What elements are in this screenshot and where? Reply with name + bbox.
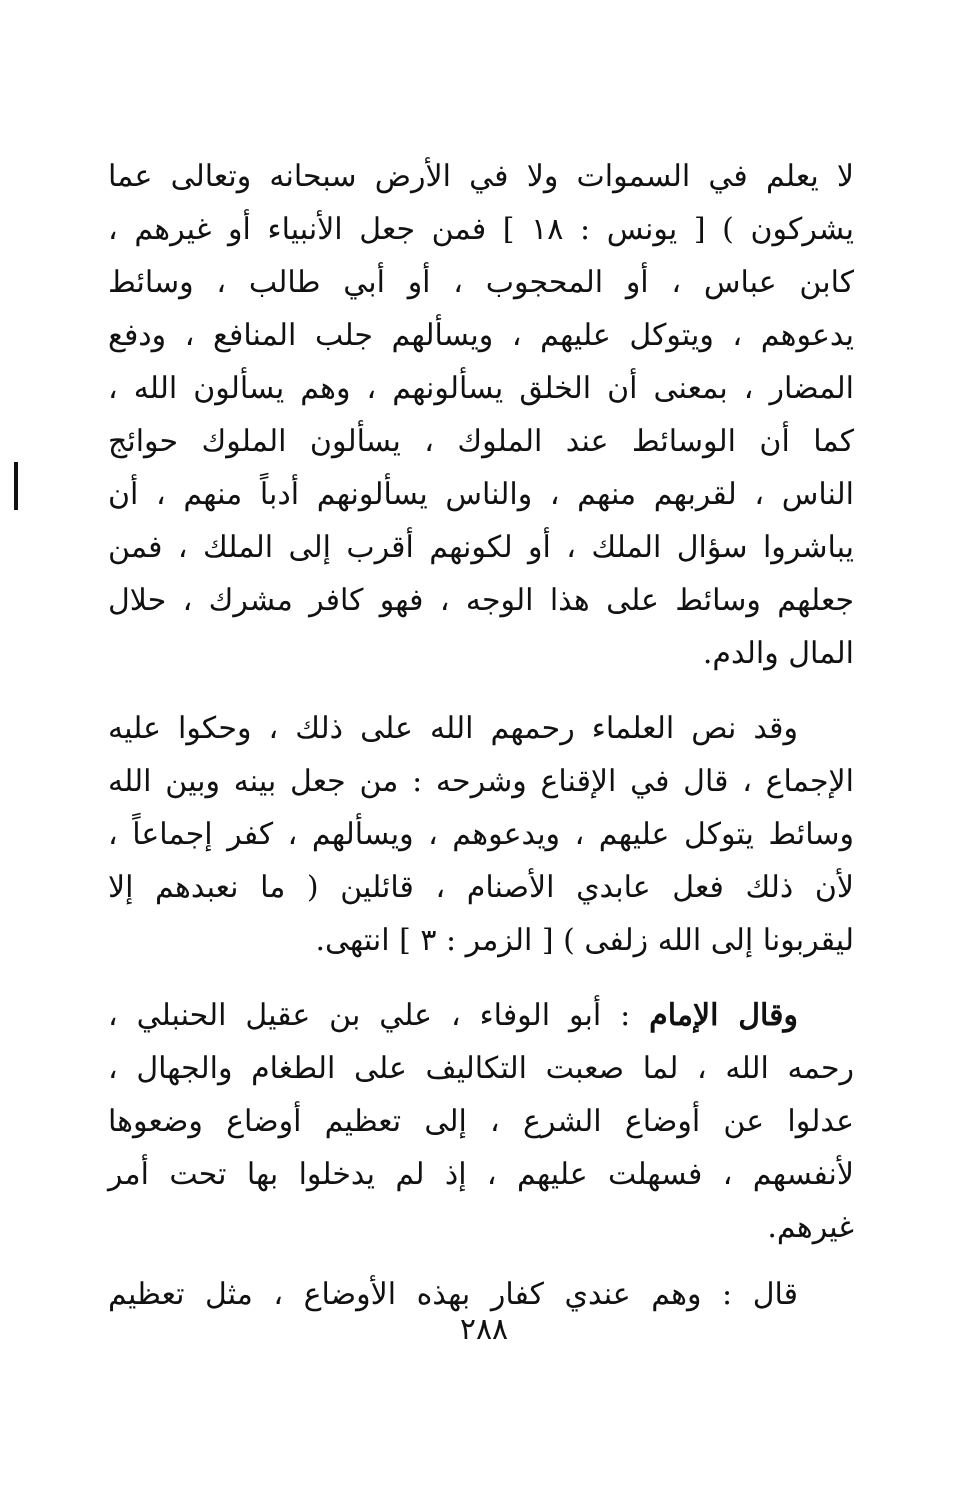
- text-line: يباشروا سؤال الملك ، أو لكونهم أقرب إلى الملك ، فمن: [108, 530, 854, 565]
- bold-lead: وقال الإمام: [649, 998, 798, 1033]
- page-number: ٢٨٨: [459, 1312, 509, 1347]
- paragraph-spacer: [108, 1254, 854, 1268]
- text-line: ليقربونا إلى الله زلفى ) [ الزمر : ٣ ] انتهى.: [315, 923, 854, 958]
- text-line: المضار ، بمعنى أن الخلق يسألونهم ، وهم يسألون الله ،: [108, 371, 854, 406]
- text-line: غيرهم.: [767, 1210, 854, 1245]
- paragraph-spacer: [108, 680, 854, 702]
- text-line: وسائط يتوكل عليهم ، ويدعوهم ، ويسألهم ، كفر إجماعاً ،: [108, 817, 854, 852]
- text-line: كابن عباس ، أو المحجوب ، أو أبي طالب ، وسائط: [108, 265, 854, 300]
- text-line: كما أن الوسائط عند الملوك ، يسألون الملوك حوائج: [108, 424, 854, 459]
- text-line: جعلهم وسائط على هذا الوجه ، فهو كافر مشرك ، حلال: [108, 583, 854, 618]
- margin-rule: [14, 462, 18, 510]
- text-line: لا يعلم في السموات ولا في الأرض سبحانه وتعالى عما: [108, 159, 854, 194]
- text-line: قال : وهم عندي كفار بهذه الأوضاع ، مثل تعظيم: [108, 1277, 798, 1312]
- text-line: يدعوهم ، ويتوكل عليهم ، ويسألهم جلب المنافع ، ودفع: [108, 318, 854, 353]
- body-text: [108, 150, 854, 1321]
- text-line: عدلوا عن أوضاع الشرع ، إلى تعظيم أوضاع وضعوها: [108, 1104, 854, 1139]
- text-line: لأن ذلك فعل عابدي الأصنام ، قائلين ( ما نعبدهم إلا: [108, 870, 854, 905]
- text-line: لأنفسهم ، فسهلت عليهم ، إذ لم يدخلوا بها تحت أمر: [108, 1157, 854, 1192]
- paragraph-1: [108, 150, 854, 680]
- text-line: وقد نص العلماء رحمهم الله على ذلك ، وحكوا عليه: [108, 711, 798, 746]
- paragraph-spacer: [108, 967, 854, 989]
- text-line: الإجماع ، قال في الإقناع وشرحه : من جعل بينه وبين الله: [108, 764, 854, 799]
- text-line: المال والدم.: [702, 636, 854, 671]
- paragraph-2: [108, 702, 854, 967]
- text-line: [108, 989, 854, 1042]
- text-line: الناس ، لقربهم منهم ، والناس يسألونهم أدباً منهم ، أن: [108, 477, 854, 512]
- text-line: رحمه الله ، لما صعبت التكاليف على الطغام والجهال ،: [108, 1051, 854, 1086]
- paragraph-3: [108, 989, 854, 1254]
- lead-rest: : أبو الوفاء ، علي بن عقيل الحنبلي ،: [108, 998, 631, 1033]
- text-line: يشركون ) [ يونس : ١٨ ] فمن جعل الأنبياء أو غيرهم ،: [108, 212, 854, 247]
